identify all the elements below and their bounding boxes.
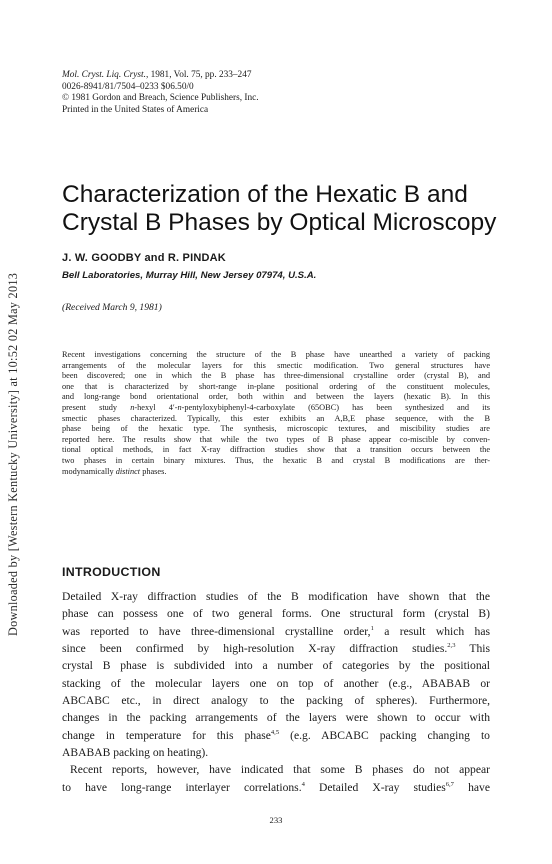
abstract-text: modynamically: [62, 466, 116, 476]
abstract-line: arrangements of the molecular layers for this smectic modification. Two general structures have: [62, 360, 490, 370]
reference-superscript: 2,3: [447, 642, 456, 650]
body-text-run: change in temperature for this phase: [62, 728, 271, 742]
body-text-run: a result which has: [373, 624, 490, 638]
body-text: [62, 588, 490, 796]
abstract-italic: n: [130, 402, 135, 412]
affiliation: Bell Laboratories, Murray Hill, New Jersey 07974, U.S.A.: [62, 270, 317, 281]
citation-line: [62, 70, 482, 82]
reference-superscript: 4: [301, 780, 305, 788]
abstract-line: smectic phases characterized. Typically, this ester exhibits an A,B,E phase sequence, with the B: [62, 413, 490, 423]
title-line-2: Crystal B Phases by Optical Microscopy: [62, 208, 497, 236]
body-text-run: to have long-range interlayer correlations.: [62, 780, 302, 794]
body-text-run: since been confirmed by high-resolution X-ray diffraction studies.: [62, 642, 448, 656]
abstract-text: -pentyloxybiphenyl-4-carboxylate (65OBC) has been synthesized and its: [181, 402, 490, 412]
abstract-text: present study: [62, 402, 131, 412]
reference-superscript: 6,7: [445, 780, 454, 788]
abstract-line: phase being of the hexatic type. The synthesis, microscopic textures, and miscibility studies are: [62, 424, 490, 434]
body-line: changes in the packing arrangements of the layers were shown to occur with: [62, 711, 490, 725]
body-text-run: was reported to have three-dimensional crystalline order,: [62, 624, 371, 638]
body-line: Recent reports, however, have indicated that some B phases do not appear: [70, 763, 490, 777]
copyright-line: © 1981 Gordon and Breach, Science Publishers, Inc.: [62, 93, 259, 104]
issn-line: 0026-8941/81/7504–0233 $06.50/0: [62, 81, 194, 92]
body-line: [62, 779, 490, 796]
body-line: phase can possess one of two general forms. One structural form (crystal B): [62, 607, 490, 621]
reference-superscript: 4,5: [270, 728, 280, 736]
printed-line: Printed in the United States of America: [62, 104, 209, 115]
page-number: 233: [269, 815, 283, 825]
citation-details: , 1981, Vol. 75, pp. 233–247: [145, 70, 252, 80]
body-line: Detailed X-ray diffraction studies of the B modification have shown that the: [62, 590, 490, 603]
abstract-line: [62, 403, 490, 414]
abstract-line: one that is characterized by short-range in-plane positional ordering of the constituent molecules,: [62, 381, 490, 391]
body-text-run: Detailed X-ray studies: [304, 780, 446, 794]
download-stamp: Downloaded by [Western Kentucky University] at 10:52 02 May 2013: [6, 272, 20, 636]
body-text-run: (e.g. ABCABC packing changing to: [279, 728, 490, 742]
title-line-1: Characterization of the Hexatic B and: [62, 181, 468, 208]
abstract-line: [62, 467, 490, 478]
abstract-line: and long-range bond orientational order, both within and between the layers (hexatic B). In this: [62, 392, 490, 402]
abstract-line: tional optical methods, in fact X-ray diffraction studies show that a transition occurs between the: [62, 445, 490, 455]
body-line: ABABAB packing on heating).: [62, 746, 209, 760]
journal-header: [62, 70, 482, 116]
body-line: ABCABC etc., in direct analogy to the packing of spheres). Furthermore,: [62, 694, 490, 708]
body-text-run: This: [455, 642, 490, 656]
body-line: stacking of the molecular layers one on top of another (e.g., ABABAB or: [62, 676, 490, 690]
reference-superscript: 1: [370, 624, 374, 632]
abstract-line: been discovered; one in which the B phase has three-dimensional crystalline order (crystal B), and: [62, 371, 490, 381]
body-line: crystal B phase is subdivided into a number of categories by the positional: [62, 659, 490, 673]
abstract: [62, 350, 490, 477]
abstract-text: -hexyl 4′-: [134, 402, 178, 412]
abstract-line: Recent investigations concerning the structure of the B phase have unearthed a variety of packing: [62, 350, 490, 359]
authors: J. W. GOODBY and R. PINDAK: [62, 252, 226, 264]
body-line: [62, 640, 490, 657]
article-title: [62, 181, 532, 236]
abstract-italic: n: [177, 402, 182, 412]
abstract-text: phases.: [140, 466, 167, 476]
received-date: (Received March 9, 1981): [62, 302, 162, 313]
journal-name: Mol. Cryst. Liq. Cryst.: [62, 70, 146, 80]
abstract-line: two phases in certain binary mixtures. Thus, the hexatic B and crystal B modifications are ther-: [62, 455, 490, 465]
abstract-italic: distinct: [115, 466, 141, 476]
body-line: [62, 623, 490, 640]
body-line: [62, 727, 490, 744]
abstract-line: reported here. The results show that while the two types of B phase appear co-miscible by conven-: [62, 434, 490, 444]
section-heading: INTRODUCTION: [62, 565, 161, 579]
body-text-run: have: [453, 780, 490, 794]
